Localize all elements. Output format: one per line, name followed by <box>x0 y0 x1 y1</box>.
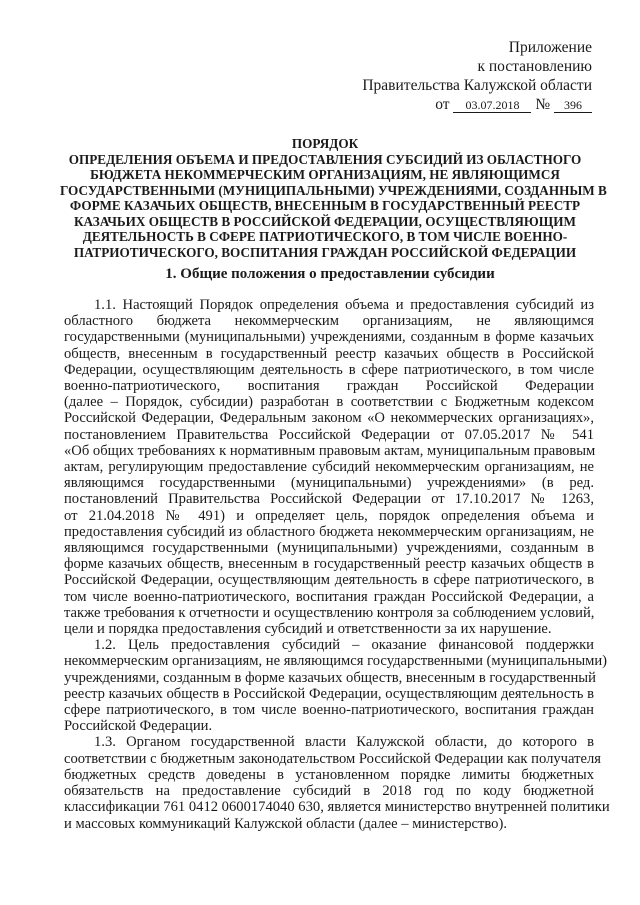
title-line: БЮДЖЕТА НЕКОММЕРЧЕСКИМ ОРГАНИЗАЦИЯМ, НЕ ЯВЛЯЮЩИМСЯ <box>90 167 560 182</box>
from-label: от <box>435 96 450 113</box>
title-line: ОПРЕДЕЛЕНИЯ ОБЪЕМА И ПРЕДОСТАВЛЕНИЯ СУБСИДИЙ ИЗ ОБЛАСТНОГО <box>68 151 582 167</box>
paragraph-1-1-line: обществ, внесенным в государственный реестр казачьих обществ в Российской <box>64 345 594 362</box>
paragraph-1-3-line: 1.3. Органом государственной власти Калужской области, до которого в <box>94 734 594 751</box>
paragraph-1-3-line: и массовых коммуникаций Калужской области (далее – министерство). <box>64 815 507 832</box>
paragraph-1-3-line: обязательств на предоставление субсидий в 2018 год по коду бюджетной <box>64 783 594 800</box>
title-line: КАЗАЧЬИХ ОБЩЕСТВ В РОССИЙСКОЙ ФЕДЕРАЦИИ, ОСУЩЕСТВЛЯЮЩИМ <box>74 213 576 229</box>
paragraph-1-3-line: классификации 761 0412 0600174040 630, является министерство внутренней политики <box>64 799 610 816</box>
paragraph-1-1-line: постановлением Правительства Российской Федерации от 07.05.2017 № 541 <box>64 426 594 443</box>
appendix-date-line <box>362 95 592 114</box>
appendix-header <box>362 38 592 114</box>
paragraph-1-3-line: соответствии с бюджетным законодательством Российской Федерации как получателя <box>64 750 601 767</box>
paragraph-1-1-line: цели и порядка предоставления субсидий и ответственности за их нарушение. <box>64 621 552 638</box>
paragraph-1-1-line: военно-патриотического, воспитания граждан Российской Федерации <box>64 378 594 395</box>
document-title <box>60 136 607 260</box>
paragraph-1-1-line: Российской Федерации, Федеральным законом «О некоммерческих организациях», <box>64 410 594 427</box>
paragraph-1-1-line: Российской Федерации, осуществляющим деятельность в сфере патриотического, в <box>64 572 594 589</box>
paragraph-1-1-line: том числе военно-патриотического, воспитания граждан Российской Федерации, а <box>64 588 594 605</box>
title-line: ФОРМЕ КАЗАЧЬИХ ОБЩЕСТВ, ВНЕСЕННЫМ В ГОСУДАРСТВЕННЫЙ РЕЕСТР <box>69 198 581 213</box>
paragraph-1-2-line: учреждениями, созданным в форме казачьих обществ, внесенным в государственный <box>64 669 596 686</box>
paragraph-1-1-line: также требования к отчетности и осуществлению контроля за соблюдением условий, <box>64 604 595 621</box>
paragraph-1-1-line: постановлений Правительства Российской Федерации от 17.10.2017 № 1263, <box>64 491 594 508</box>
paragraph-1-1-line: от 21.04.2018 № 491) и определяет цель, порядок определения объема и <box>64 507 594 524</box>
appendix-government: Правительства Калужской области <box>362 77 592 94</box>
paragraph-1-2-line: сфере патриотического, в том числе военно-патриотического, воспитания граждан <box>64 702 594 719</box>
resolution-date: 03.07.2018 <box>453 98 531 113</box>
paragraph-1-1-line: (далее – Порядок, субсидии) разработан в соответствии с Бюджетным кодексом <box>64 394 594 411</box>
body-text <box>64 297 610 832</box>
paragraph-1-1-line: актам, регулирующим предоставление субсидий некоммерческим организациям, не <box>64 459 594 476</box>
paragraph-1-2-line: Российской Федерации. <box>64 718 213 735</box>
paragraph-1-1-line: областного бюджета некоммерческим организациям, не являющимся <box>64 313 594 330</box>
number-label: № <box>535 96 551 113</box>
paragraph-1-1-line: Федерации, осуществляющим деятельность в сфере патриотического, в том числе <box>64 361 594 378</box>
resolution-number: 396 <box>554 98 592 113</box>
title-line: ПОРЯДОК <box>291 136 359 151</box>
title-line: ГОСУДАРСТВЕННЫМИ (МУНИЦИПАЛЬНЫМИ) УЧРЕЖДЕНИЯМИ, СОЗДАННЫМ В <box>60 182 607 198</box>
paragraph-1-1-line: «Об общих требованиях к нормативным правовым актам, муниципальным правовым <box>64 442 596 459</box>
section-heading: 1. Общие положения о предоставлении субсидии <box>165 266 495 282</box>
appendix-to-resolution: к постановлению <box>477 58 592 75</box>
paragraph-1-1-line: 1.1. Настоящий Порядок определения объема и предоставления субсидий из <box>94 297 594 313</box>
paragraph-1-1-line: являющимся государственными (муниципальными) учреждениями» (в ред. <box>64 475 594 492</box>
title-line: ПАТРИОТИЧЕСКОГО, ВОСПИТАНИЯ ГРАЖДАН РОССИЙСКОЙ ФЕДЕРАЦИИ <box>73 244 577 260</box>
paragraph-1-1-line: предоставления субсидий из областного бюджета некоммерческим организациям, не <box>64 523 594 540</box>
paragraph-1-2-line: реестр казачьих обществ в Российской Федерации, осуществляющим деятельность в <box>64 685 594 702</box>
paragraph-1-1-line: являющимся государственными (муниципальными) учреждениями, созданным в <box>64 540 594 557</box>
title-line: ДЕЯТЕЛЬНОСТЬ В СФЕРЕ ПАТРИОТИЧЕСКОГО, В ТОМ ЧИСЛЕ ВОЕННО- <box>82 229 568 244</box>
paragraph-1-2-line: 1.2. Цель предоставления субсидий – оказание финансовой поддержки <box>94 637 594 654</box>
paragraph-1-3-line: бюджетных средств доведены в установленном порядке лимиты бюджетных <box>64 766 594 783</box>
paragraph-1-1-line: государственными (муниципальными) учреждениями, созданным в форме казачьих <box>64 329 594 346</box>
paragraph-1-1-line: форме казачьих обществ, внесенным в государственный реестр казачьих обществ в <box>64 556 594 573</box>
paragraph-1-2-line: некоммерческим организациям, не являющимся государственными (муниципальными) <box>64 653 608 670</box>
appendix-title: Приложение <box>508 39 592 56</box>
